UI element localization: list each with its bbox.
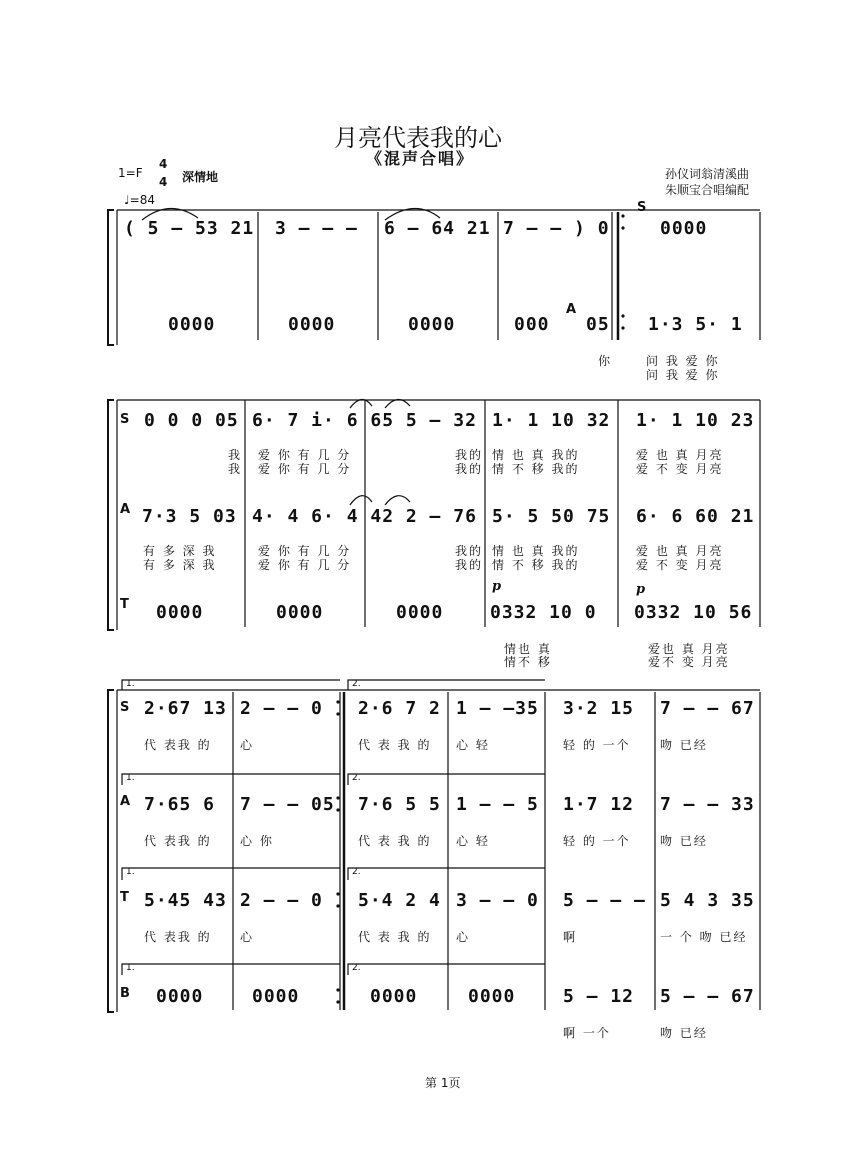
sys3-s-lyr-2: 心: [240, 738, 255, 752]
sys1-lyric-ni: 你: [598, 354, 613, 368]
sys3-b-m6: 5 — — 67: [660, 986, 755, 1007]
sys3-b-m1: 0000: [156, 986, 204, 1007]
sys2-a-lyr1-e: 爱 也 真 月亮: [636, 544, 724, 558]
sys3-a-m4: 1 — — 5: [456, 794, 539, 815]
sys3-bass-label: B: [120, 986, 130, 1001]
sys2-a-lyr2-c: 我的: [455, 558, 484, 572]
song-subtitle: 《混声合唱》: [366, 149, 475, 168]
time-signature-top: 4: [159, 157, 168, 171]
sys3-s-lyr-3: 代 表 我 的: [358, 738, 432, 752]
alto-entry-label: A: [566, 302, 577, 317]
alto-label: A: [120, 502, 131, 517]
sys1-lyric-line1: 问 我 爱 你: [646, 354, 720, 368]
sys2-t-lyr2-b: 爱不 变 月亮: [648, 655, 730, 669]
sys2-a-lyr1-d: 情 也 真 我的: [492, 544, 580, 558]
sys2-s-lyr2-c: 我的: [455, 462, 484, 476]
sys3-t-lyr-2: 心: [240, 930, 255, 944]
sys2-s-lyr2-d: 情 不 移 我的: [492, 462, 580, 476]
sys2-t-lyr1-b: 爱也 真 月亮: [648, 642, 730, 656]
volta-2-s: 2.: [352, 679, 361, 689]
sys3-s-lyr-4: 心 轻: [456, 738, 490, 752]
sys1-lower-m3: 0000: [408, 314, 456, 335]
sys3-alto-label: A: [120, 794, 131, 809]
sys3-t-m4: 3 — — 0: [456, 890, 539, 911]
volta-1-s: 1.: [126, 679, 135, 689]
sys3-a-lyr-3: 代 表 我 的: [358, 834, 432, 848]
expression-mark: 深情地: [182, 170, 219, 184]
sys1-upper-m3: 6 — 64 21: [384, 218, 491, 239]
sys2-a-m3: 5· 5 50 75: [492, 506, 611, 527]
sys3-b-m2: 0000: [252, 986, 300, 1007]
sys2-s-lyr2-e: 爱 不 变 月亮: [636, 462, 724, 476]
volta-2-a: 2.: [352, 773, 361, 783]
sys3-a-lyr-1: 代 表我 的: [144, 834, 212, 848]
sys3-t-lyr-4: 心: [456, 930, 471, 944]
dynamic-p-2: p: [636, 582, 646, 597]
segno-label-s: S: [637, 200, 647, 215]
sys2-a-lyr2-b: 爱 你 有 几 分: [258, 558, 352, 572]
sys3-s-lyr-5: 轻 的 一个: [563, 738, 631, 752]
sys3-t-m5: 5 — — —: [563, 890, 646, 911]
sys3-b-m4: 0000: [468, 986, 516, 1007]
sys3-t-lyr-3: 代 表 我 的: [358, 930, 432, 944]
sys3-t-m3: 5·4 2 4: [358, 890, 441, 911]
sys3-a-m2: 7 — — 05: [240, 794, 335, 815]
sys2-a-m1: 7·3 5 03: [142, 506, 237, 527]
sys2-t-m1: 0000: [156, 602, 204, 623]
sys3-a-m6: 7 — — 33: [660, 794, 755, 815]
sys3-a-m1: 7·65 6: [144, 794, 216, 815]
page-number: 第 1页: [425, 1076, 461, 1090]
sys1-upper-m2: 3 — — —: [275, 218, 358, 239]
sys3-s-m5: 3·2 15: [563, 698, 635, 719]
dynamic-p-1: p: [492, 579, 502, 594]
sys1-lower-m4a: 000: [514, 314, 550, 335]
sys2-t-m5: 0332 10 56: [634, 602, 753, 623]
sys2-a-lyr1-b: 爱 你 有 几 分: [258, 544, 352, 558]
sys1-lower-m1: 0000: [168, 314, 216, 335]
tempo-mark: ♩=84: [124, 193, 155, 207]
sys3-t-lyr-1: 代 表我 的: [144, 930, 212, 944]
sys2-t-m3: 0000: [396, 602, 444, 623]
sys2-t-lyr2-a: 情不 移: [504, 655, 552, 669]
sys3-s-lyr-1: 代 表我 的: [144, 738, 212, 752]
sys3-s-m6: 7 — — 67: [660, 698, 755, 719]
sys3-s-lyr-6: 吻 已经: [660, 738, 708, 752]
sys3-a-lyr-5: 轻 的 一个: [563, 834, 631, 848]
sys3-s-m2: 2 — — 0: [240, 698, 323, 719]
sys3-b-lyr-2: 吻 已经: [660, 1026, 708, 1040]
sys2-t-m4: 0332 10 0: [490, 602, 597, 623]
sys1-lower-m2: 0000: [288, 314, 336, 335]
sys2-a-m4: 6· 6 60 21: [636, 506, 755, 527]
arranger: 朱顺宝合唱编配: [665, 183, 750, 197]
sys2-s-lyr1-b: 爱 你 有 几 分: [258, 448, 352, 462]
soprano-label: S: [120, 412, 130, 427]
sys3-t-m2: 2 — — 0: [240, 890, 323, 911]
sys3-s-m4: 1 — —35: [456, 698, 539, 719]
sys2-s-m2: 6· 7 i· 6 65 5 — 32: [252, 410, 477, 431]
sys3-t-lyr-6: 一 个 吻 已经: [660, 930, 748, 944]
volta-2-b: 2.: [352, 963, 361, 973]
lyricist-composer: 孙仪词翁清溪曲: [665, 167, 750, 181]
sys3-tenor-label: T: [120, 890, 129, 905]
tenor-label: T: [120, 597, 129, 612]
sys3-s-m1: 2·67 13: [144, 698, 227, 719]
sys3-a-lyr-2: 心 你: [240, 834, 274, 848]
sys1-upper-m1: ( 5 — 53 21: [124, 218, 255, 239]
volta-1-b: 1.: [126, 963, 135, 973]
sys2-a-lyr2-e: 爱 不 变 月亮: [636, 558, 724, 572]
volta-1-a: 1.: [126, 773, 135, 783]
sys1-lyric-line2: 问 我 爱 你: [646, 368, 720, 382]
sys3-b-lyr-1: 啊 一个: [563, 1026, 611, 1040]
sys1-lower-m4b: 05: [586, 314, 610, 335]
sys1-upper-m4: 7 — — ) 0: [503, 218, 610, 239]
sys2-a-lyr2-d: 情 不 移 我的: [492, 558, 580, 572]
sys3-s-m3: 2·6 7 2: [358, 698, 441, 719]
sys2-a-lyr1-a: 有 多 深 我: [143, 544, 217, 558]
sys2-s-lyr1-a: 我: [228, 448, 243, 462]
sys1-lower-m5: 1·3 5· 1: [648, 314, 743, 335]
sys2-a-lyr2-a: 有 多 深 我: [143, 558, 217, 572]
sys3-t-m6: 5 4 3 35: [660, 890, 755, 911]
sys2-t-m2: 0000: [276, 602, 324, 623]
sys3-a-m3: 7·6 5 5: [358, 794, 441, 815]
sys3-a-lyr-4: 心 轻: [456, 834, 490, 848]
sys3-b-m3: 0000: [370, 986, 418, 1007]
sys2-s-lyr2-a: 我: [228, 462, 243, 476]
sys3-a-m5: 1·7 12: [563, 794, 635, 815]
sys2-t-lyr1-a: 情也 真: [504, 642, 552, 656]
sys1-upper-m5: 0000: [660, 218, 708, 239]
time-signature-bottom: 4: [159, 175, 168, 189]
sys2-a-lyr1-c: 我的: [455, 544, 484, 558]
sys2-s-m3: 1· 1 10 32: [492, 410, 611, 431]
sys3-soprano-label: S: [120, 700, 130, 715]
song-title: 月亮代表我的心: [334, 124, 502, 152]
sys3-t-lyr-5: 啊: [563, 930, 578, 944]
sys2-s-lyr1-d: 情 也 真 我的: [492, 448, 580, 462]
sys2-s-lyr1-e: 爱 也 真 月亮: [636, 448, 724, 462]
sys2-s-lyr1-c: 我的: [455, 448, 484, 462]
sys2-a-m2: 4· 4 6· 4 42 2 — 76: [252, 506, 477, 527]
sys2-s-m4: 1· 1 10 23: [636, 410, 755, 431]
sys3-a-lyr-6: 吻 已经: [660, 834, 708, 848]
sys2-s-m1: 0 0 0 05: [144, 410, 239, 431]
volta-2-t: 2.: [352, 867, 361, 877]
sys3-t-m1: 5·45 43: [144, 890, 227, 911]
key-signature: 1=F: [118, 166, 143, 180]
volta-1-t: 1.: [126, 867, 135, 877]
sys2-s-lyr2-b: 爱 你 有 几 分: [258, 462, 352, 476]
sys3-b-m5: 5 — 12: [563, 986, 635, 1007]
